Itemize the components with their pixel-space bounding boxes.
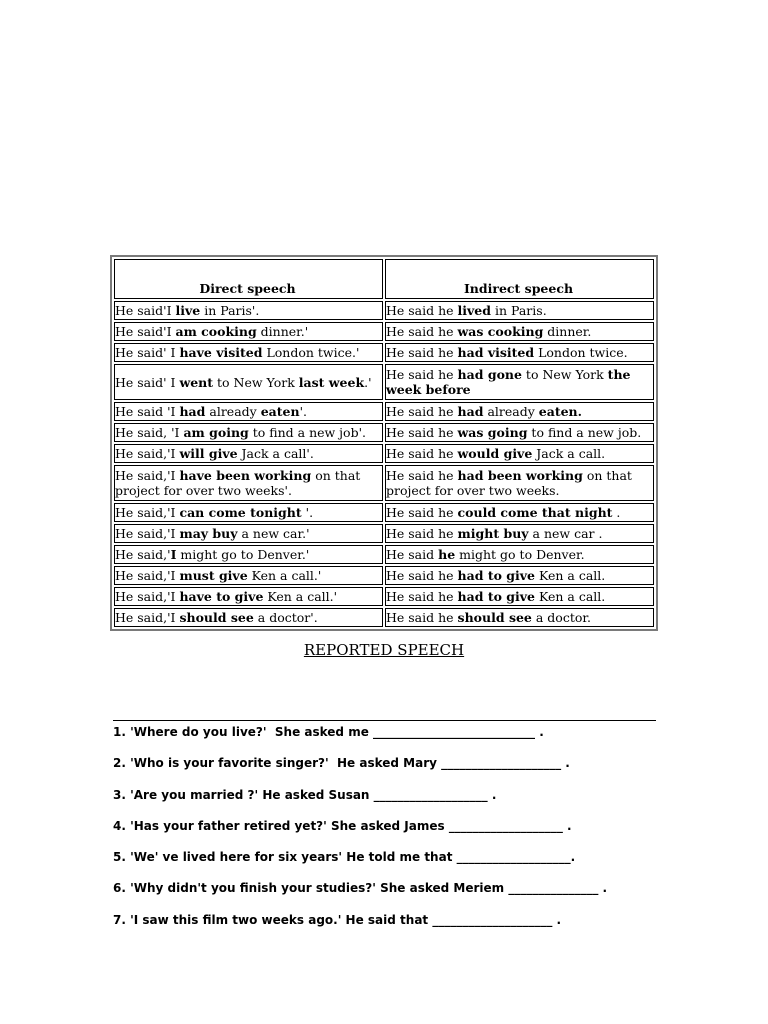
table-row: [114, 503, 654, 522]
indirect-speech-cell: [385, 587, 654, 606]
sentence-text: '.: [301, 505, 314, 520]
sentence-text: He said 'I: [115, 404, 180, 419]
divider-line: [113, 720, 656, 721]
sentence-text: He said he: [386, 468, 458, 483]
sentence-text: He said he: [386, 446, 458, 461]
sentence-text: He said,'I: [115, 589, 180, 604]
exercise-item: 5. 'We' ve lived here for six years' He told me that ___________________.: [113, 850, 576, 865]
highlighted-verb: should see: [457, 610, 532, 625]
highlighted-verb: would give: [457, 446, 533, 461]
indirect-speech-cell: [385, 364, 654, 400]
highlighted-verb: lived: [457, 303, 492, 318]
sentence-text: He said he: [386, 345, 458, 360]
direct-speech-cell: [114, 423, 383, 442]
highlighted-verb: was going: [457, 425, 528, 440]
sentence-text: to find a new job'.: [248, 425, 366, 440]
highlighted-verb: went: [179, 374, 214, 390]
highlighted-verb: I: [170, 547, 177, 562]
highlighted-verb: have visited: [179, 345, 263, 360]
highlighted-verb: had visited: [457, 345, 535, 360]
highlighted-verb: was cooking: [457, 324, 544, 339]
table-row: [114, 465, 654, 501]
sentence-text: He said he: [386, 610, 458, 625]
indirect-speech-cell: [385, 545, 654, 564]
page-title: REPORTED SPEECH: [303, 641, 465, 659]
sentence-text: might go to Denver.': [176, 547, 310, 562]
sentence-text: London twice.': [262, 345, 360, 360]
sentence-text: He said,'I: [115, 505, 180, 520]
table-row: [114, 545, 654, 564]
sentence-text: He said: [386, 547, 439, 562]
speech-table: [110, 255, 658, 631]
sentence-text: already: [205, 404, 261, 419]
sentence-text: a new car .: [528, 526, 603, 541]
sentence-text: might go to Denver.: [455, 547, 585, 562]
table-row: [114, 322, 654, 341]
sentence-text: He said,'I: [115, 568, 180, 583]
table-row: [114, 301, 654, 320]
indirect-speech-cell: [385, 322, 654, 341]
direct-speech-cell: [114, 545, 383, 564]
direct-speech-cell: [114, 364, 383, 400]
header-indirect-speech: Indirect speech: [385, 259, 654, 299]
sentence-text: Jack a call.: [532, 446, 606, 461]
indirect-speech-cell: [385, 444, 654, 463]
highlighted-verb: should see: [179, 610, 254, 625]
highlighted-verb: eaten.: [538, 404, 583, 419]
sentence-text: to find a new job.: [527, 425, 642, 440]
sentence-text: He said he: [386, 303, 458, 318]
indirect-speech-cell: [385, 524, 654, 543]
sentence-text: He said he: [386, 568, 458, 583]
sentence-text: Ken a call.: [535, 568, 606, 583]
highlighted-verb: may buy: [179, 526, 238, 541]
sentence-text: Ken a call.': [263, 589, 338, 604]
sentence-text: He said,': [115, 547, 171, 562]
highlighted-verb: had: [179, 404, 206, 419]
sentence-text: He said' I: [115, 345, 180, 360]
highlighted-verb: live: [175, 303, 201, 318]
highlighted-verb: had to give: [457, 589, 535, 604]
sentence-text: He said he: [386, 367, 458, 382]
sentence-text: He said he: [386, 324, 458, 339]
direct-speech-cell: [114, 343, 383, 362]
table-row: [114, 608, 654, 627]
table-row: [114, 444, 654, 463]
sentence-text: a doctor'.: [253, 610, 318, 625]
sentence-text: Ken a call.': [247, 568, 322, 583]
direct-speech-cell: [114, 301, 383, 320]
table-row: [114, 587, 654, 606]
sentence-text: He said he: [386, 526, 458, 541]
sentence-text: He said, 'I: [115, 425, 184, 440]
highlighted-verb: must give: [179, 568, 248, 583]
sentence-text: in Paris'.: [200, 303, 260, 318]
sentence-text: on that project for over two weeks'.: [115, 468, 361, 498]
sentence-text: '.: [299, 404, 307, 419]
sentence-text: already: [483, 404, 539, 419]
sentence-text: Ken a call.: [535, 589, 606, 604]
indirect-speech-cell: [385, 608, 654, 627]
sentence-text: .: [612, 505, 621, 520]
direct-speech-cell: [114, 465, 383, 501]
indirect-speech-cell: [385, 301, 654, 320]
indirect-speech-cell: [385, 343, 654, 362]
highlighted-verb: had gone: [457, 367, 522, 382]
exercise-item: 6. 'Why didn't you finish your studies?' She asked Meriem _______________ .: [113, 881, 608, 896]
direct-speech-cell: [114, 524, 383, 543]
highlighted-verb: had to give: [457, 568, 535, 583]
sentence-text: He said,'I: [115, 526, 180, 541]
highlighted-verb: am going: [183, 425, 249, 440]
sentence-text: He said'I: [115, 324, 176, 339]
sentence-text: He said,'I: [115, 446, 180, 461]
direct-speech-cell: [114, 444, 383, 463]
sentence-text: He said'I: [115, 303, 176, 318]
indirect-speech-cell: [385, 503, 654, 522]
highlighted-verb: have to give: [179, 589, 264, 604]
direct-speech-cell: [114, 587, 383, 606]
direct-speech-cell: [114, 608, 383, 627]
header-direct-speech: Direct speech: [114, 259, 383, 299]
indirect-speech-cell: [385, 402, 654, 421]
exercise-item: 2. 'Who is your favorite singer?' He asked Mary ____________________ .: [113, 756, 570, 771]
sentence-text: He said,'I: [115, 468, 180, 483]
highlighted-verb: am cooking: [175, 324, 257, 339]
highlighted-verb: have been working: [179, 468, 312, 483]
highlighted-verb: had: [457, 404, 484, 419]
exercise-item: 1. 'Where do you live?' She asked me ___________________________ .: [113, 725, 544, 739]
sentence-text: in Paris.: [491, 303, 547, 318]
table-row: [114, 343, 654, 362]
table-row: [114, 364, 654, 400]
sentence-text: London twice.: [534, 345, 628, 360]
highlighted-verb: last week: [298, 374, 365, 390]
indirect-speech-cell: [385, 423, 654, 442]
sentence-text: a doctor.: [531, 610, 591, 625]
sentence-text: to New York: [213, 374, 299, 390]
table-row: [114, 566, 654, 585]
sentence-text: on that project for over two weeks.: [386, 468, 632, 498]
exercise-list: [113, 722, 673, 941]
sentence-text: to New York: [521, 367, 608, 382]
highlighted-verb: eaten: [260, 404, 300, 419]
highlighted-verb: can come tonight: [179, 505, 302, 520]
highlighted-verb: will give: [179, 446, 238, 461]
direct-speech-cell: [114, 322, 383, 341]
sentence-text: He said he: [386, 505, 458, 520]
direct-speech-cell: [114, 402, 383, 421]
highlighted-verb: he: [438, 547, 456, 562]
exercise-item: 7. 'I saw this film two weeks ago.' He said that ____________________ .: [113, 912, 562, 927]
direct-speech-cell: [114, 503, 383, 522]
table-row: [114, 524, 654, 543]
sentence-text: a new car.': [237, 526, 310, 541]
table-header-row: [114, 259, 654, 299]
indirect-speech-cell: [385, 566, 654, 585]
sentence-text: dinner.: [543, 324, 592, 339]
sentence-text: He said he: [386, 404, 458, 419]
table-row: [114, 423, 654, 442]
highlighted-verb: might buy: [457, 526, 529, 541]
sentence-text: He said,'I: [115, 610, 180, 625]
direct-speech-cell: [114, 566, 383, 585]
exercise-item: 3. 'Are you married ?' He asked Susan ___________________ .: [113, 787, 497, 802]
sentence-text: He said' I: [115, 374, 180, 390]
highlighted-verb: the week before: [386, 367, 631, 397]
sentence-text: dinner.': [256, 324, 309, 339]
exercise-item: 4. 'Has your father retired yet?' She asked James ___________________ .: [113, 818, 572, 833]
sentence-text: Jack a call'.: [237, 446, 314, 461]
sentence-text: .': [364, 374, 372, 390]
indirect-speech-cell: [385, 465, 654, 501]
table-row: [114, 402, 654, 421]
highlighted-verb: had been working: [457, 468, 583, 483]
sentence-text: He said he: [386, 425, 458, 440]
table-body: [114, 301, 654, 627]
highlighted-verb: could come that night: [457, 505, 613, 520]
sentence-text: He said he: [386, 589, 458, 604]
